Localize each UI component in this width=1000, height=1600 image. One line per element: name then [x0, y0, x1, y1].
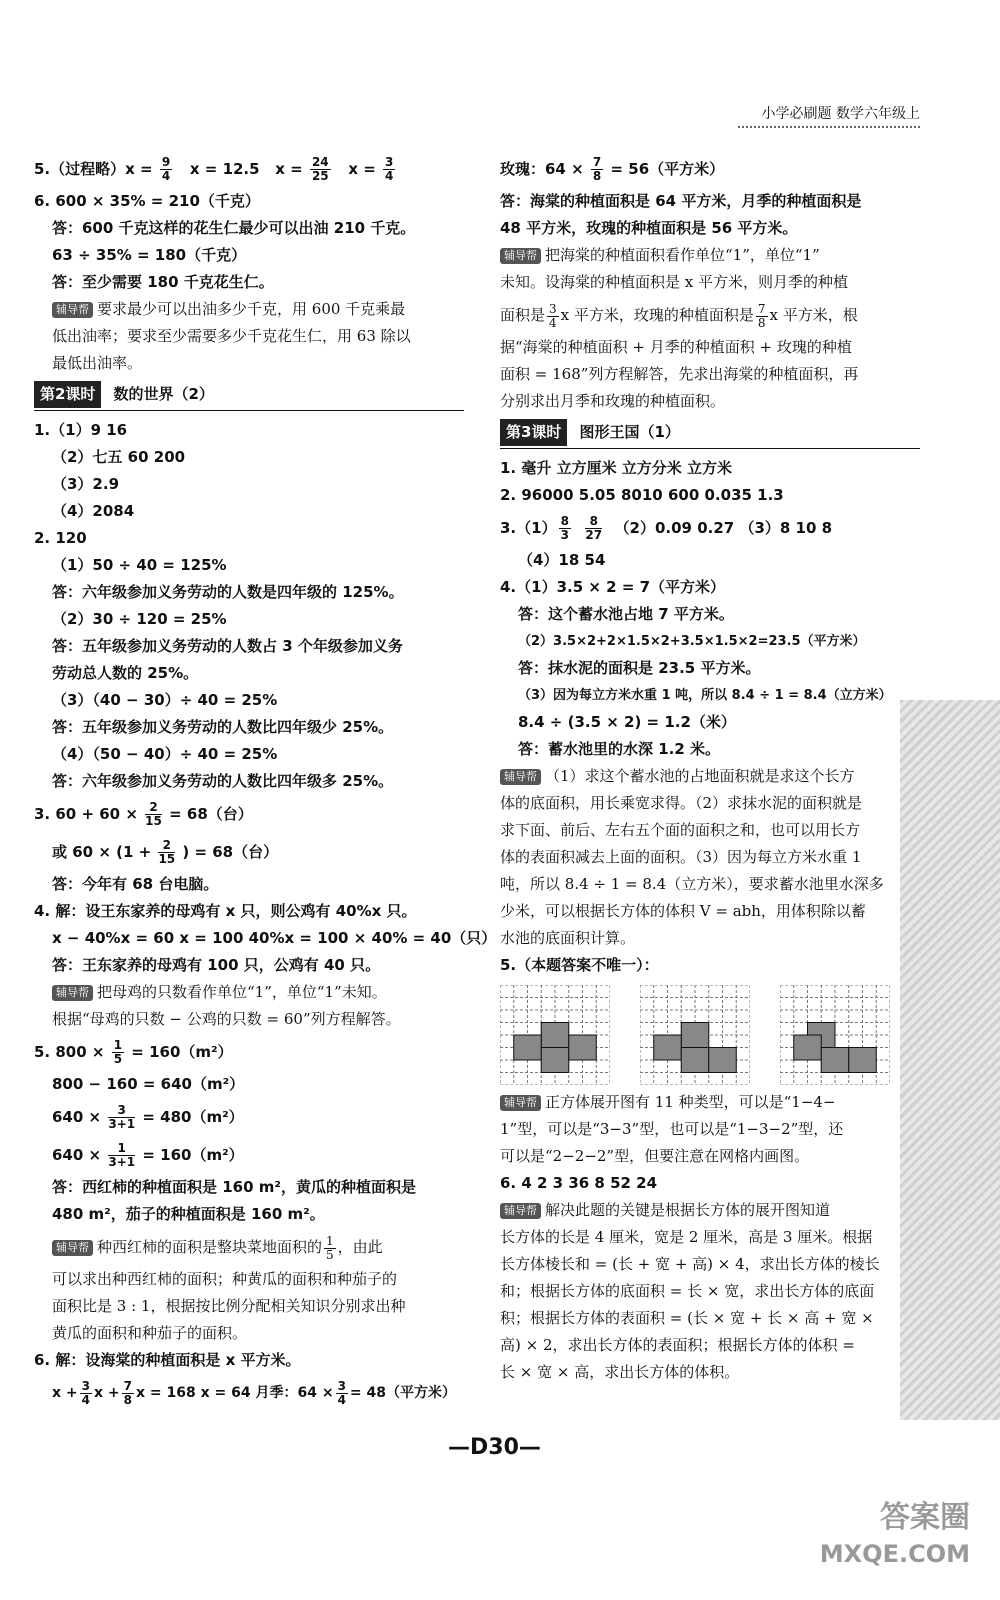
answer-line: 答：五年级参加义务劳动的人数占 3 个年级参加义务: [52, 637, 403, 655]
hint-line: 辅导帮 把海棠的种植面积看作单位“1”，单位“1”: [500, 242, 920, 269]
answer-line: （2）七五 60 200: [52, 448, 186, 466]
hint-badge: 辅导帮: [52, 302, 93, 318]
answer-line: 63 ÷ 35% = 180（千克）: [52, 246, 247, 264]
answer-line: 答：600 千克这样的花生仁最少可以出油 210 千克。: [52, 219, 416, 237]
answer-line: （4）（50 − 40）÷ 40 = 25%: [52, 745, 278, 763]
left-column: [34, 150, 497, 1412]
hint-line: 低出油率；要求至少需要多少千克花生仁，用 63 除以: [52, 327, 411, 345]
hint-line: 长 × 宽 × 高，求出长方体的体积。: [500, 1363, 740, 1381]
page-header: 小学必刷题 数学六年级上: [761, 106, 920, 122]
answer-line: 6. 600 × 35% = 210（千克）: [34, 192, 260, 210]
fraction: $\frac{3}{4}$: [337, 1378, 346, 1407]
hint-line: 体的表面积减去上面的面积。（3）因为每立方米水重 1: [500, 848, 862, 866]
answer-line: （3）2.9: [52, 475, 120, 493]
lesson-tag: 第3课时: [500, 419, 567, 446]
hint-badge: 辅导帮: [500, 248, 541, 264]
answer-line: （3）（40 − 30）÷ 40 = 25%: [52, 691, 278, 709]
answer-line: 8.4 ÷ (3.5 × 2) = 1.2（米）: [518, 713, 736, 731]
answer-line: 5.（本题答案不唯一）：: [500, 956, 659, 974]
fraction: $\frac{2}{15}$: [158, 838, 176, 866]
hint-line: 吨，所以 8.4 ÷ 1 = 8.4（立方米），要求蓄水池里水深多: [500, 875, 884, 893]
answer-line: 答：今年有 68 台电脑。: [52, 875, 219, 893]
hint-line: 辅导帮 种西红柿的面积是整块菜地面积的 $\frac{1}{5}$ ，由此: [34, 1228, 464, 1266]
hint-line: 少米，可以根据长方体的体积 V = abh，用体积除以蓄: [500, 902, 866, 920]
fraction: $\frac{2}{15}$: [145, 800, 162, 828]
hint-line: 面积比是 3 : 1，根据按比例分配相关知识分别求出种: [52, 1297, 406, 1315]
answer-line: 800 − 160 = 640（m²）: [52, 1075, 245, 1093]
answer-line: x + $\frac{3}{4}$ x + $\frac{7}{8}$ x = 168 x = 64 月季：64 × $\frac{3}{4}$ = 48（平方米）: [52, 1378, 457, 1407]
answer-line: 答：西红柿的种植面积是 160 m²，黄瓜的种植面积是: [52, 1178, 416, 1196]
hint-line: 辅导帮 （1）求这个蓄水池的占地面积就是求这个长方: [500, 763, 920, 790]
fraction: $\frac{3}{3+1}$: [108, 1103, 136, 1131]
hint-badge: 辅导帮: [500, 769, 541, 785]
fraction: $\frac{7}{8}$: [123, 1378, 132, 1407]
answer-line: 640 × $\frac{3}{3+1}$ = 480（m²）: [52, 1103, 244, 1131]
hint-line: 根据“母鸡的只数 − 公鸡的只数 = 60”列方程解答。: [52, 1010, 401, 1028]
hint-line: 黄瓜的面积和种茄子的面积。: [52, 1324, 248, 1342]
answer-line: 4.（1）3.5 × 2 = 7（平方米）: [500, 578, 726, 596]
fraction: $\frac{1}{3+1}$: [108, 1141, 136, 1169]
answer-line: 答：海棠的种植面积是 64 平方米，月季的种植面积是: [500, 192, 862, 210]
answer-line: x − 40%x = 60 x = 100 40%x = 100 × 40% = 40（只）: [52, 929, 497, 947]
answer-line: 劳动总人数的 25%。: [52, 664, 199, 682]
hint-line: 可以是“2−2−2”型，但要注意在网格内画图。: [500, 1147, 810, 1165]
hint-line: 辅导帮 把母鸡的只数看作单位“1”，单位“1”未知。: [34, 979, 464, 1006]
hint-line: 最低出油率。: [52, 354, 143, 372]
answer-line: 答：六年级参加义务劳动的人数是四年级的 125%。: [52, 583, 404, 601]
hint-line: 辅导帮 解决此题的关键是根据长方体的展开图知道: [500, 1197, 920, 1224]
answer-line: 1.（1）9 16: [34, 421, 128, 439]
hint-line: 未知。设海棠的种植面积是 x 平方米，则月季的种植: [500, 273, 848, 291]
answer-line: 或 60 × (1 + $\frac{2}{15}$ ) = 68（台）: [52, 838, 279, 866]
answer-line: 答：五年级参加义务劳动的人数比四年级少 25%。: [52, 718, 394, 736]
lesson-title: 数的世界（2）: [113, 385, 214, 403]
hint-line: 1”型，可以是“3−3”型，也可以是“1−3−2”型，还: [500, 1120, 844, 1138]
hint-badge: 辅导帮: [52, 1240, 93, 1256]
lesson-heading: [500, 419, 920, 449]
hint-line: 高) × 2，求出长方体的表面积；根据长方体的体积 =: [500, 1336, 855, 1354]
answer-line: 6. 解：设海棠的种植面积是 x 平方米。: [34, 1351, 301, 1369]
lesson-title: 图形王国（1）: [579, 423, 680, 441]
hint-line: 可以求出种西红柿的面积；种黄瓜的面积和种茄子的: [52, 1270, 398, 1288]
hint-line: 求下面、前后、左右五个面的面积之和，也可以用长方: [500, 821, 861, 839]
answer-line: 5. 800 × $\frac{1}{5}$ = 160（m²）: [34, 1038, 233, 1066]
answer-line: 6. 4 2 3 36 8 52 24: [500, 1174, 658, 1192]
hint-badge: 辅导帮: [52, 985, 93, 1001]
fraction: $\frac{8}{27}$: [585, 514, 603, 542]
hint-line: 水池的底面积计算。: [500, 929, 636, 947]
cube-net-figures: [500, 985, 920, 1085]
answer-line: （1）50 ÷ 40 = 125%: [52, 556, 227, 574]
hint-line: 长方体棱长和 = (长 + 宽 + 高) × 4，求出长方体的棱长: [500, 1255, 880, 1273]
header-divider: [738, 126, 920, 128]
hint-line: 体的底面积，用长乘宽求得。（2）求抹水泥的面积就是: [500, 794, 863, 812]
hint-line: 和；根据长方体的底面积 = 长 × 宽，求出长方体的底面: [500, 1282, 875, 1300]
fraction: $\frac{9}{4}$: [161, 155, 171, 183]
lesson-heading: [34, 381, 464, 411]
fraction: $\frac{3}{4}$: [81, 1378, 90, 1407]
answer-line: 3.（1） $\frac{8}{3}$ $\frac{8}{27}$ （2）0.09 0.27 （3）8 10 8: [500, 514, 833, 542]
hint-line: 分别求出月季和玫瑰的种植面积。: [500, 392, 726, 410]
hint-line: 据“海棠的种植面积 + 月季的种植面积 + 玫瑰的种植: [500, 338, 852, 356]
answer-line: 答：六年级参加义务劳动的人数比四年级多 25%。: [52, 772, 394, 790]
right-column: [500, 150, 920, 1386]
answer-line: 答：蓄水池里的水深 1.2 米。: [518, 740, 721, 758]
watermark-logo: 答案圈 MXQE.COM: [819, 1500, 970, 1568]
fraction: $\frac{1}{5}$: [113, 1038, 123, 1066]
answer-line: 640 × $\frac{1}{3+1}$ = 160（m²）: [52, 1141, 244, 1169]
hint-line: 辅导帮 正方体展开图有 11 种类型，可以是“1−4−: [500, 1089, 920, 1116]
cube-net-grid-2: [640, 985, 750, 1085]
hint-badge: 辅导帮: [500, 1203, 541, 1219]
answer-line: 2. 96000 5.05 8010 600 0.035 1.3: [500, 486, 784, 504]
fraction: $\frac{3}{4}$: [385, 155, 394, 183]
answer-line: 2. 120: [34, 529, 87, 547]
decorative-side-stripe: [900, 700, 1000, 1420]
hint-line: 长方体的长是 4 厘米，宽是 2 厘米，高是 3 厘米。根据: [500, 1228, 873, 1246]
fraction: $\frac{8}{3}$: [560, 514, 569, 542]
page-number: —D30—: [448, 1435, 541, 1460]
answer-line: 答：王东家养的母鸡有 100 只，公鸡有 40 只。: [52, 956, 381, 974]
hint-line: 积；根据长方体的表面积 = (长 × 宽 + 长 × 高 + 宽 ×: [500, 1309, 874, 1327]
answer-line: （3）因为每立方米水重 1 吨，所以 8.4 ÷ 1 = 8.4（立方米）: [518, 688, 892, 703]
cube-net-grid-3: [780, 985, 890, 1085]
hint-line: 面积是 $\frac{3}{4}$ x 平方米，玫瑰的种植面积是 $\frac{7}{8}$ x 平方米，根: [500, 301, 858, 330]
answer-line: （4）2084: [52, 502, 135, 520]
hint-line: 面积 = 168”列方程解答，先求出海棠的种植面积，再: [500, 365, 859, 383]
answer-line: 4. 解：设王东家养的母鸡有 x 只，则公鸡有 40%x 只。: [34, 902, 417, 920]
answer-line: 48 平方米，玫瑰的种植面积是 56 平方米。: [500, 219, 798, 237]
fraction: $\frac{3}{4}$: [549, 301, 557, 330]
cube-net-grid-1: [500, 985, 610, 1085]
answer-line: 答：这个蓄水池占地 7 平方米。: [518, 605, 734, 623]
answer-line: （4）18 54: [518, 551, 606, 569]
fraction: $\frac{24}{25}$: [311, 155, 329, 183]
hint-badge: 辅导帮: [500, 1095, 541, 1111]
answer-line: 3. 60 + 60 × $\frac{2}{15}$ = 68（台）: [34, 800, 253, 828]
answer-5: 5.（过程略）x = $\frac{9}{4}$ x = 12.5 x = $\frac{24}{25}$ x = $\frac{3}{4}$: [34, 155, 394, 183]
fraction: $\frac{7}{8}$: [592, 155, 602, 183]
answer-line: 玫瑰：64 × $\frac{7}{8}$ = 56（平方米）: [500, 155, 725, 183]
answer-line: （2）3.5×2+2×1.5×2+3.5×1.5×2=23.5（平方米）: [518, 634, 866, 649]
hint-line: 辅导帮 要求最少可以出油多少千克，用 600 千克乘最: [34, 296, 464, 323]
fraction: $\frac{7}{8}$: [757, 301, 766, 330]
answer-line: 1. 毫升 立方厘米 立方分米 立方米: [500, 459, 733, 477]
fraction: $\frac{1}{5}$: [326, 1233, 334, 1262]
lesson-tag: 第2课时: [34, 381, 101, 408]
answer-line: 480 m²，茄子的种植面积是 160 m²。: [52, 1205, 325, 1223]
answer-line: （2）30 ÷ 120 = 25%: [52, 610, 227, 628]
answer-line: 答：至少需要 180 千克花生仁。: [52, 273, 274, 291]
answer-line: 答：抹水泥的面积是 23.5 平方米。: [518, 659, 761, 677]
